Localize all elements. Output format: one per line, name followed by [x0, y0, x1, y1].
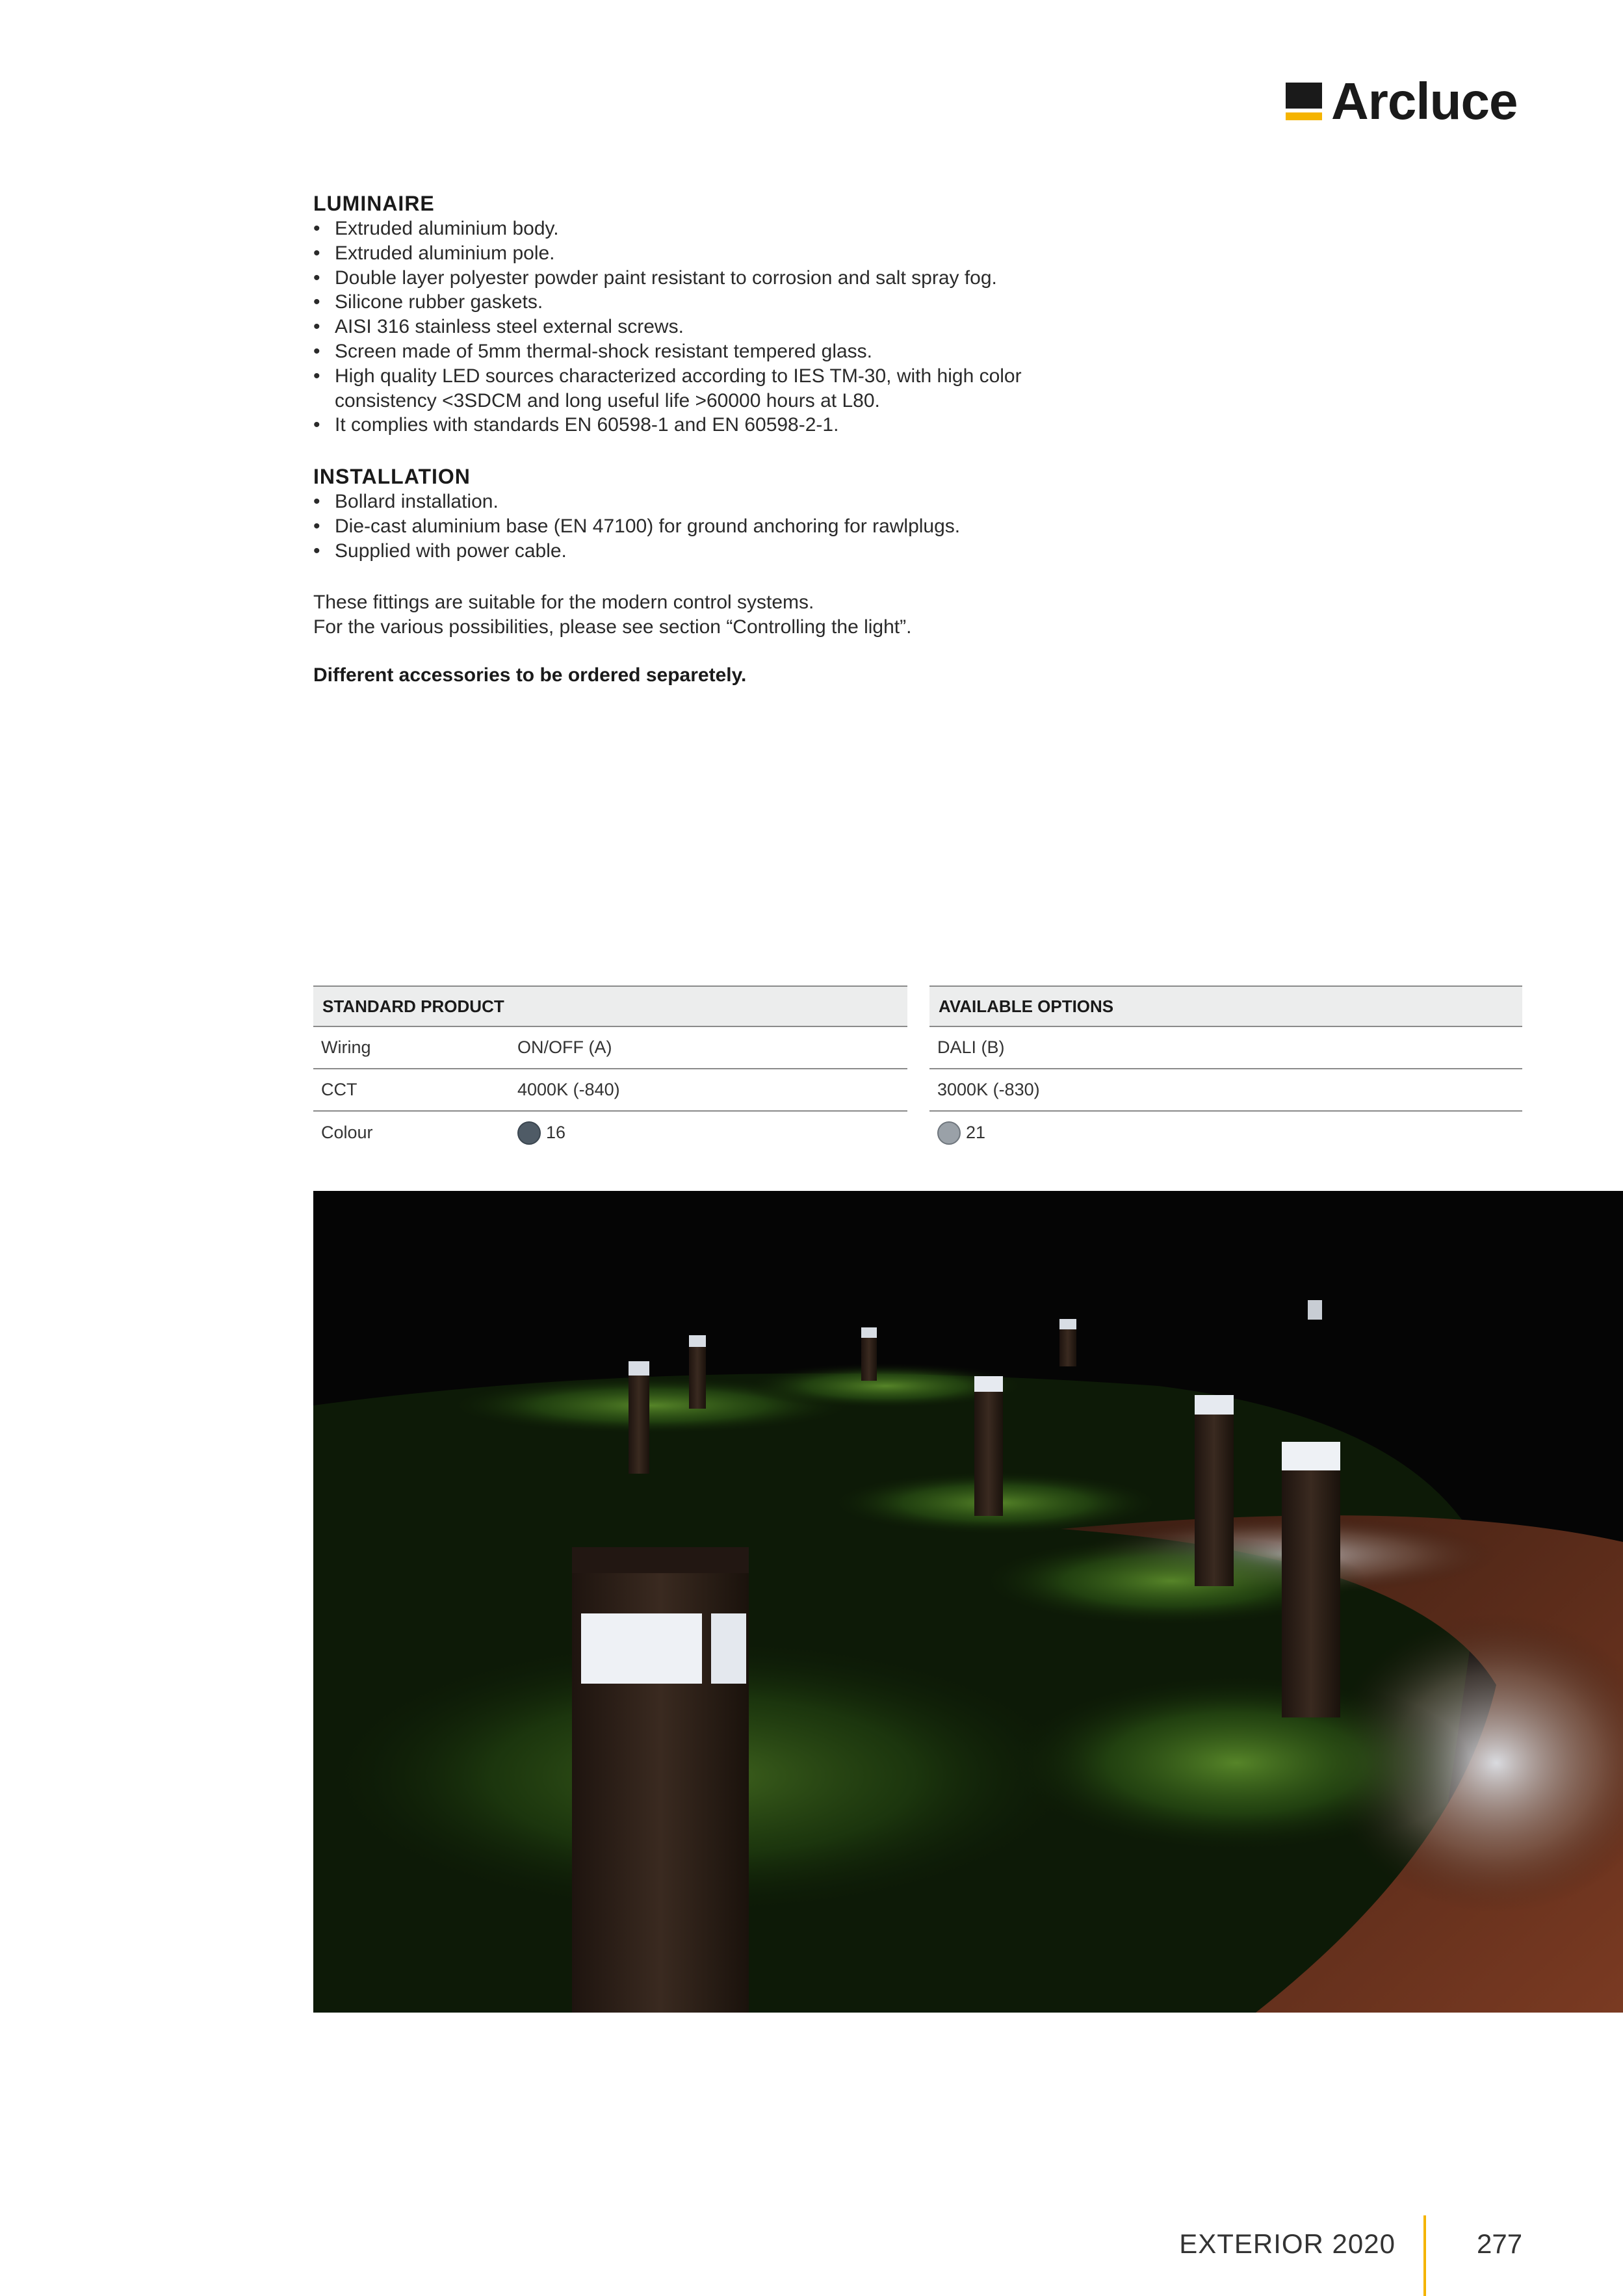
- logo-mark-icon: [1286, 83, 1322, 120]
- row-value: [929, 1121, 985, 1145]
- row-label: CCT: [321, 1080, 357, 1099]
- colour-code: 21: [966, 1123, 986, 1142]
- brand-logo: [1286, 70, 1517, 133]
- table-row: [313, 1027, 907, 1069]
- list-item: • Extruded aluminium body.: [313, 216, 1158, 241]
- product-photo: [313, 1191, 1623, 2013]
- controlling-light-note: For the various possibilities, please see section “Controlling the light”.: [313, 616, 912, 638]
- table-row: [313, 1069, 907, 1112]
- table-row: [313, 1112, 907, 1154]
- standard-product-table: [313, 985, 907, 1154]
- list-item: • Screen made of 5mm thermal-shock resistant tempered glass.: [313, 339, 1158, 364]
- list-item: • Supplied with power cable.: [313, 539, 1158, 564]
- row-value: 3000K (-830): [937, 1080, 1040, 1099]
- row-value: [510, 1121, 565, 1145]
- list-item: • AISI 316 stainless steel external screws.: [313, 315, 1158, 339]
- available-options-table: [929, 985, 1522, 1154]
- colour-swatch-icon: [937, 1121, 961, 1145]
- list-item: • Extruded aluminium pole.: [313, 241, 1158, 266]
- installation-section: [313, 463, 1158, 563]
- colour-swatch-icon: [517, 1121, 541, 1145]
- footer-divider: [1423, 2215, 1426, 2296]
- luminaire-section: [313, 190, 1158, 437]
- table-row: [929, 1027, 1522, 1069]
- installation-heading: INSTALLATION: [313, 465, 471, 488]
- luminaire-heading: LUMINAIRE: [313, 192, 435, 215]
- brand-name: Arcluce: [1331, 72, 1518, 130]
- footer-section-title: EXTERIOR 2020: [1179, 2228, 1396, 2259]
- colour-code: 16: [546, 1123, 566, 1142]
- table-row: [929, 1112, 1522, 1154]
- control-systems-note: These fittings are suitable for the modern control systems.: [313, 592, 814, 613]
- list-item: • Die-cast aluminium base (EN 47100) for ground anchoring for rawlplugs.: [313, 514, 1158, 539]
- row-label: Wiring: [321, 1037, 371, 1057]
- page-number: 277: [1477, 2228, 1523, 2259]
- row-value: ON/OFF (A): [517, 1037, 612, 1057]
- luminaire-list: [313, 216, 1158, 437]
- available-options-header: AVAILABLE OPTIONS: [929, 985, 1522, 1027]
- accessories-note: Different accessories to be ordered separetely.: [313, 664, 747, 686]
- row-value: DALI (B): [937, 1037, 1005, 1057]
- standard-product-header: STANDARD PRODUCT: [313, 985, 907, 1027]
- list-item: • Double layer polyester powder paint resistant to corrosion and salt spray fog.: [313, 266, 1158, 291]
- list-item: • High quality LED sources characterized according to IES TM-30, with high color consistency <3SDCM and long useful life >60000 hours at L80.: [313, 364, 1063, 413]
- notes-section: [313, 590, 1158, 688]
- bollard-night-scene-image: [313, 1191, 1623, 2013]
- installation-list: [313, 489, 1158, 563]
- row-label: Colour: [321, 1123, 373, 1142]
- list-item: • It complies with standards EN 60598-1 and EN 60598-2-1.: [313, 413, 1158, 437]
- list-item: • Silicone rubber gaskets.: [313, 290, 1158, 315]
- row-value: 4000K (-840): [517, 1080, 620, 1099]
- list-item: • Bollard installation.: [313, 489, 1158, 514]
- table-row: [929, 1069, 1522, 1112]
